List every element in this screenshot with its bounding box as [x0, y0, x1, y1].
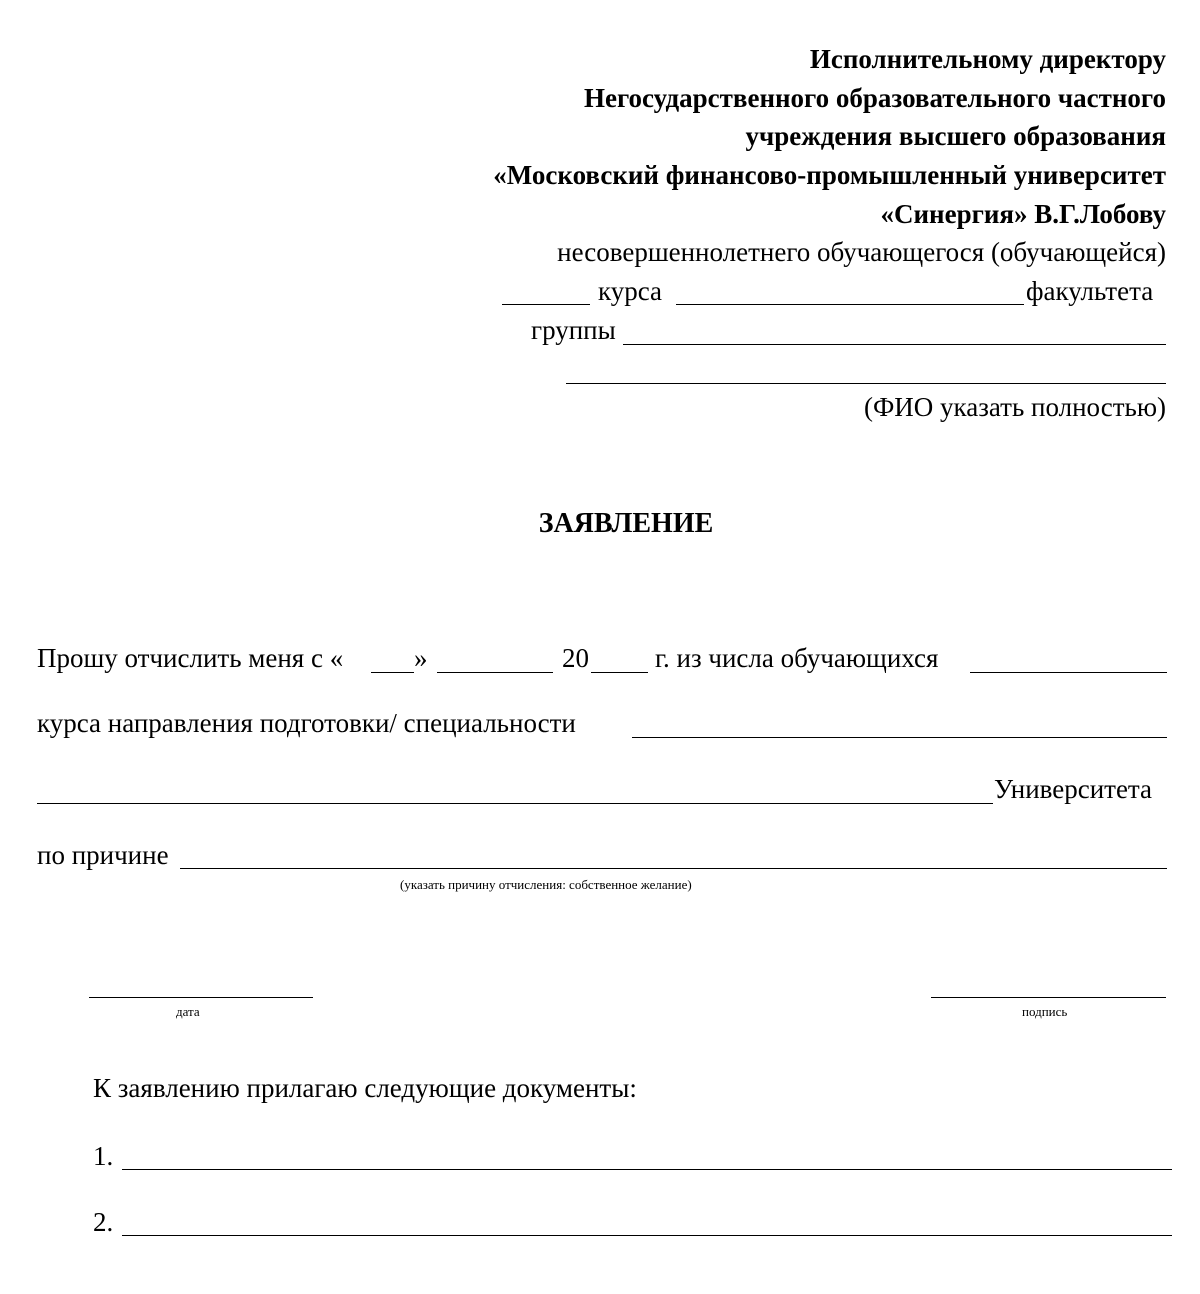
body-line-2: курса направления подготовки/ специальности — [37, 708, 576, 738]
faculty-field[interactable] — [676, 304, 1024, 305]
body-line-3: Университета — [994, 774, 1153, 804]
month-field[interactable] — [437, 672, 553, 673]
course-label: курса — [598, 276, 663, 306]
date-field[interactable] — [89, 997, 313, 998]
addressee-line-3: учреждения высшего образования — [745, 121, 1166, 151]
fio-hint: (ФИО указать полностью) — [863, 392, 1166, 422]
reason-field[interactable] — [180, 868, 1167, 869]
body-line-1-quote: » — [414, 643, 428, 673]
addressee-line-1: Исполнительному директору — [809, 44, 1166, 74]
signature-field[interactable] — [931, 997, 1166, 998]
attachment-number-2: 2. — [93, 1207, 114, 1237]
body-line-1-end: г. из числа обучающихся — [655, 643, 939, 673]
year-field[interactable] — [591, 672, 648, 673]
date-label: дата — [176, 1004, 200, 1019]
body-line-1-year-prefix: 20 — [562, 643, 589, 673]
body-line-4: по причине — [37, 840, 169, 870]
attachments-intro: К заявлению прилагаю следующие документы: — [93, 1073, 637, 1103]
reason-hint: (указать причину отчисления: собственное желание) — [400, 877, 692, 892]
fio-field[interactable] — [566, 383, 1166, 384]
specialty-field-continued[interactable] — [37, 803, 993, 804]
body-line-1-start: Прошу отчислить меня с « — [37, 643, 344, 673]
course-number-field[interactable] — [970, 672, 1167, 673]
addressee-line-2: Негосударственного образовательного частного — [583, 83, 1166, 113]
document-title: ЗАЯВЛЕНИЕ — [538, 508, 714, 539]
signature-label: подпись — [1022, 1004, 1068, 1019]
course-field[interactable] — [502, 304, 590, 305]
group-field[interactable] — [623, 344, 1166, 345]
addressee-line-5: «Синергия» В.Г.Лобову — [880, 199, 1166, 229]
day-field[interactable] — [371, 672, 414, 673]
addressee-line-4: «Московский финансово-промышленный университет — [493, 160, 1166, 190]
specialty-field[interactable] — [632, 737, 1167, 738]
student-type-line: несовершеннолетнего обучающегося (обучающейся) — [557, 237, 1166, 267]
faculty-label: факультета — [1026, 276, 1154, 306]
attachment-field-2[interactable] — [122, 1235, 1172, 1236]
attachment-field-1[interactable] — [122, 1169, 1172, 1170]
group-label: группы — [531, 315, 616, 345]
attachment-number-1: 1. — [93, 1141, 114, 1171]
